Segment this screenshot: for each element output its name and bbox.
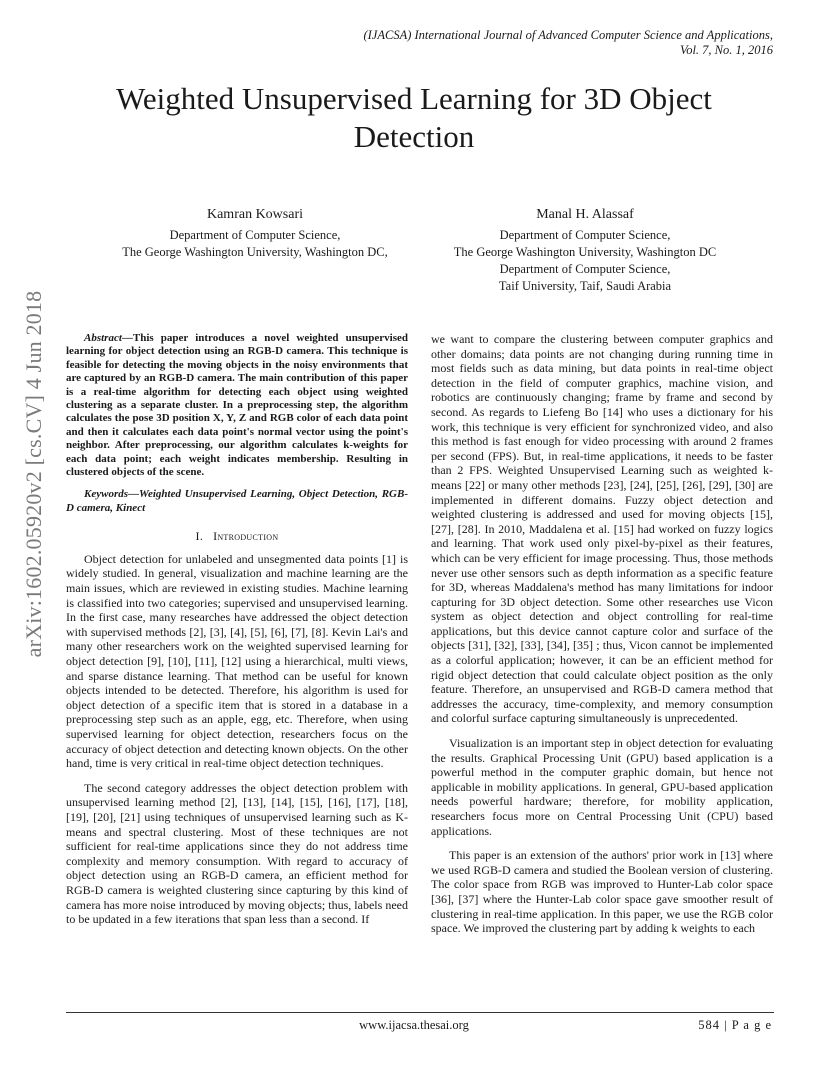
journal-volume: Vol. 7, No. 1, 2016: [679, 43, 773, 57]
footer-page-number: 584 | P a g e: [698, 1018, 772, 1032]
title-line-2: Detection: [353, 119, 475, 154]
keywords-text: —Weighted Unsupervised Learning, Object Detection, RGB-D camera, Kinect: [66, 488, 408, 514]
author-block-2: [420, 206, 750, 295]
author-name: Manal H. Alassaf: [536, 207, 634, 222]
author-affiliation: Department of Computer Science,: [499, 228, 671, 242]
author-affiliation: Department of Computer Science,: [499, 262, 671, 276]
right-column: [431, 332, 773, 936]
keywords: [66, 488, 408, 515]
body-paragraph: Visualization is an important step in object detection for evaluating the results. Graphical Processing Unit (GPU) based application is a powerful method in the computer graphic domain, but hence not applicable in mobility applications. In general, GPU-based application needs powerful hardware; therefore, for mobility application, researchers focus more on Central Processing Unit (CPU) based applications.: [431, 736, 773, 838]
body-paragraph: Object detection for unlabeled and unsegmented data points [1] is widely studied. In general, visualization and machine learning are the main issues, which are reviewed in existing studies. Machine learning is classified into two categories; supervised and unsupervised learning. In the first case, many researches have addressed the object detection with supervised methods [2], [3], [4], [5], [6], [7], [8]. Kevin Lai's and many other researchers work on the weighted supervised learning for object detection [9], [10], [11], [12] using a hierarchical, multi views, and sparse distance learning. That method can be useful for known objects intended to be detected. Therefore, his algorithm is used for object detection of a specific item that is stored in a database in a preprocessing step such as an apple, egg, etc. Therefore, when using supervised learning for object detection, researchers focus on the accuracy of object detection and detecting known objects. On the other hand, time is very critical in real-time object detection techniques.: [66, 551, 408, 771]
body-paragraph: This paper is an extension of the authors' prior work in [13] where we used RGB-D camera and studied the Boolean version of clustering. The color space from RGB was improved to Hunter-Lab color space [36], [37] where the Hunter-Lab color space gave smoother result of clustering in real-time application. In this paper, we use the RGB color space. We improved the clustering part by adding k weights to each: [431, 848, 773, 936]
footer-url: www.ijacsa.thesai.org: [359, 1018, 469, 1032]
section-title: Introduction: [213, 529, 279, 544]
section-number: I.: [195, 529, 204, 544]
left-column: [66, 332, 408, 927]
abstract: [66, 332, 408, 479]
paper-title: [0, 80, 828, 156]
footer-divider: [66, 1012, 774, 1013]
author-name: Kamran Kowsari: [206, 207, 304, 222]
journal-name: (IJACSA) International Journal of Advanced Computer Science and Applications,: [363, 28, 773, 42]
body-paragraph: The second category addresses the object detection problem with unsupervised learning method [2], [13], [14], [15], [16], [17], [18], [19], [20], [21] using techniques of unsupervised learning such as K-means and spectral clustering. Most of these techniques are not sufficient for real-time applications since they do not address time complexity and memory consumption. With regard to accuracy of object detection using an RGB-D camera, an efficient method for RGB-D camera is weighted clustering since capturing by this kind of camera has more noise introduced by moving objects; thus, labels need to be updated in a few iterations that span less than a second. If: [66, 780, 408, 927]
title-line-1: Weighted Unsupervised Learning for 3D Object: [116, 81, 712, 116]
keywords-label: Keywords: [84, 488, 128, 501]
author-affiliation: The George Washington University, Washington DC: [453, 245, 717, 259]
author-affiliation: Taif University, Taif, Saudi Arabia: [498, 279, 672, 293]
author-affiliation: The George Washington University, Washington DC,: [122, 245, 388, 259]
abstract-label: Abstract: [84, 332, 122, 344]
author-block-1: [80, 206, 430, 261]
arxiv-side-stamp: arXiv:1602.05920v2 [cs.CV] 4 Jun 2018: [21, 290, 46, 658]
section-heading: [66, 529, 408, 544]
author-affiliation: Department of Computer Science,: [169, 228, 341, 242]
body-paragraph: we want to compare the clustering between computer graphics and other domains; data points are not changing during running time in most fields such as data mining, but data points in real-time object detection in the field of computer graphics, machine vision, and robotics are continuously changing; frame by frame and second by second. As regards to Liefeng Bo [14] who uses a dictionary for his work, this technique is very efficient for synchronized video, and also this method is fast enough for video processing with around 2 frames per second (FPS). But, in real-time applications, it needs to be faster than 2 FPS. Weighted Unsupervised Learning such as weighted k-means [22] or many other methods [23], [24], [25], [26], [29], [30] are implemented in different domains. Fuzzy object detection and weighted clustering is addressed and used for moving objects [15], [27], [28]. In 2010, Maddalena et al. [15] had worked on fuzzy logics and learning. That work used only pixel-by-pixel as their features, which can be very efficient for image processing. Thus, those methods never use other sensors such as depth information as a specific feature for 3D, whereas Maddalena's method has many limitations for indoor capturing for 3D object detection. Some other researches use Vicon system as object detection and object controlling for real-time applications, but this device cannot capture color and surface of the objects [31], [32], [33], [34], [35] ; thus, Vicon cannot be implemented as a colorful application; however, it can be an efficient method for rigid object detection that could calculate object position as the only feature. Therefore, an unsupervised and RGB-D camera method that addresses the accuracy, time-complexity, and memory consumption and colorful surface capturing simultaneously is unprecedented.: [431, 332, 773, 726]
journal-header: [363, 28, 773, 58]
abstract-text: —This paper introduces a novel weighted unsupervised learning for object detection using an RGB-D camera. This technique is feasible for detecting the moving objects in the noisy environments that are captured by an RGB-D camera. The main contribution of this paper is a real-time algorithm for detecting each object using weighted clustering as a separate cluster. In a preprocessing step, the algorithm calculates the pose 3D position X, Y, Z and RGB color of each data point and then it calculates each data point's normal vector using the point's neighbor. After preprocessing, our algorithm calculates k-weights for each data point; each weight indicates membership. Resulting in clustered objects of the scene.: [66, 332, 408, 479]
